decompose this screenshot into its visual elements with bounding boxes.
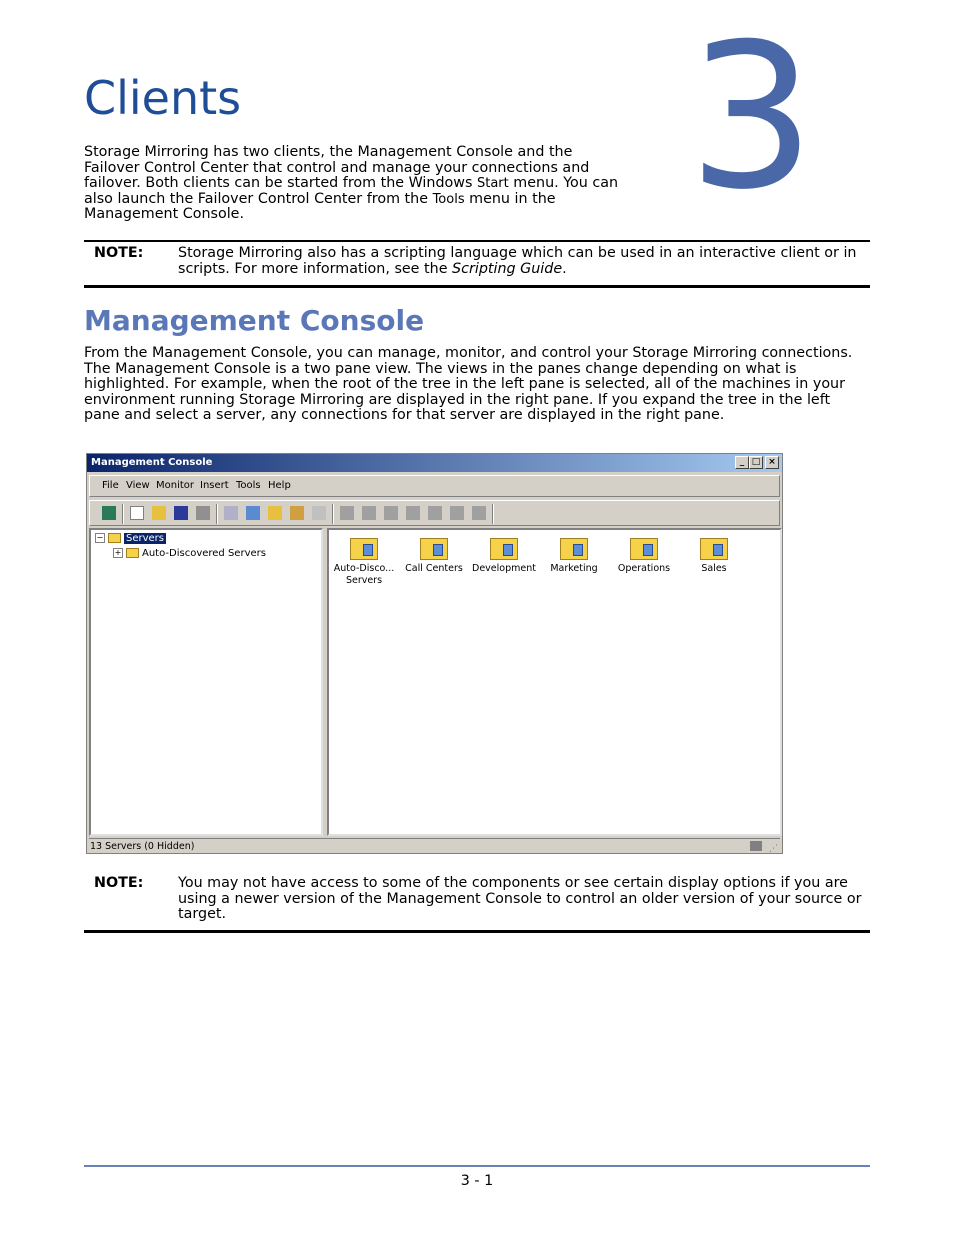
page-number: 3 - 1 (460, 1173, 494, 1189)
copy-icon (362, 506, 376, 520)
footer-rule (84, 1165, 870, 1167)
list-item (681, 538, 747, 575)
list-icon (312, 506, 326, 520)
window-titlebar (87, 454, 782, 472)
note-label: NOTE: (94, 245, 144, 261)
collapse-icon: − (96, 533, 104, 542)
item-label: Call Centers (405, 563, 463, 574)
window-title: Management Console (91, 457, 213, 468)
note-text-before: Storage Mirroring also has a scripting language which can be used in an interactive client or in scripts. For more information, see the (178, 245, 857, 277)
toolbar-separator (216, 504, 218, 524)
toolbar-separator (492, 504, 494, 524)
item-label: Development (472, 563, 536, 574)
toolbar-separator (122, 504, 124, 524)
tree-pane (89, 528, 323, 836)
toolbar (89, 500, 780, 526)
folder-icon (108, 533, 121, 543)
server-group-icon (420, 538, 448, 560)
close-icon: × (765, 456, 779, 469)
folder-icon (268, 506, 282, 520)
intro-text-3: menu in the Management Console. (84, 190, 556, 222)
management-console-screenshot (86, 453, 783, 854)
item-label: Operations (617, 563, 671, 574)
status-text: 13 Servers (0 Hidden) (90, 841, 195, 852)
list-item (331, 538, 397, 587)
menu-insert: Insert (200, 480, 229, 491)
server-group-icon (490, 538, 518, 560)
group-icon (290, 506, 304, 520)
tools-menu-word: Tools (432, 191, 465, 207)
network-status-icon (750, 841, 762, 851)
open-icon (152, 506, 166, 520)
toolbar-separator (332, 504, 334, 524)
tree-node-servers (95, 532, 166, 546)
intro-paragraph (84, 145, 624, 223)
section-heading: Management Console (84, 304, 425, 337)
server-group-icon (560, 538, 588, 560)
section-paragraph: From the Management Console, you can manage, monitor, and control your Storage Mirroring connections. The Management Console is a two pane view. The views in the panes change depending on what is highlighted. For example, when the root of the tree in the left pane is selected, all of the machines in your environment running Storage Mirroring are displayed in the right pane. If you expand the tree in the left pane and select a server, any connections for that server are displayed in the right pane. (84, 345, 853, 423)
note-label: NOTE: (94, 875, 144, 891)
maximize-icon: □ (749, 456, 763, 469)
server-group-icon (700, 538, 728, 560)
menu-view: View (126, 480, 150, 491)
intro-text-2: menu. You can also launch the Failover Control Center from the (84, 175, 619, 207)
server-icon (224, 506, 238, 520)
connect-icon (340, 506, 354, 520)
server-group-icon (630, 538, 658, 560)
item-label: Auto-Disco... Servers (333, 563, 395, 586)
tree-label: Servers (126, 533, 165, 544)
list-item (471, 538, 537, 575)
network-icon (406, 506, 420, 520)
menu-help: Help (268, 480, 291, 491)
item-label: Sales (701, 563, 727, 574)
scripting-guide-title: Scripting Guide (452, 260, 563, 277)
expand-icon: + (114, 548, 122, 557)
exit-icon (102, 506, 116, 520)
minimize-icon: _ (735, 456, 749, 469)
resize-grip-icon: ⋰ (769, 844, 778, 854)
disk-icon (428, 506, 442, 520)
note-text (178, 246, 870, 277)
item-label: Marketing (550, 563, 598, 574)
intro-text-1: Storage Mirroring has two clients, the Management Console and the Failover Control Center that control and manage your connections and failover. Both clients can be started from the Windows (84, 144, 590, 191)
list-item (541, 538, 607, 575)
tools-icon (450, 506, 464, 520)
folder-icon (126, 548, 139, 558)
tree-node-auto-discovered (113, 547, 266, 561)
list-pane (327, 528, 782, 836)
menu-file: File (102, 480, 119, 491)
chapter-number: 3 (688, 1, 816, 234)
note-text-after: . (562, 260, 567, 277)
properties-icon (246, 506, 260, 520)
delete-icon (196, 506, 210, 520)
menu-bar (89, 475, 780, 497)
start-menu-word: Start (476, 176, 509, 191)
note-version (84, 871, 870, 933)
tree-label: Auto-Discovered Servers (142, 548, 266, 559)
status-bar (89, 838, 780, 853)
new-icon (130, 506, 144, 520)
chapter-title: Clients (84, 71, 242, 125)
list-item (611, 538, 677, 575)
menu-tools: Tools (236, 480, 261, 491)
server-group-icon (350, 538, 378, 560)
note-text: You may not have access to some of the components or see certain display options if you are using a newer version of the Management Console to control an older version of your source or target. (178, 875, 862, 922)
list-item (401, 538, 467, 575)
report-icon (472, 506, 486, 520)
note-scripting (84, 240, 870, 288)
monitor-icon (384, 506, 398, 520)
menu-monitor: Monitor (156, 480, 195, 491)
save-icon (174, 506, 188, 520)
